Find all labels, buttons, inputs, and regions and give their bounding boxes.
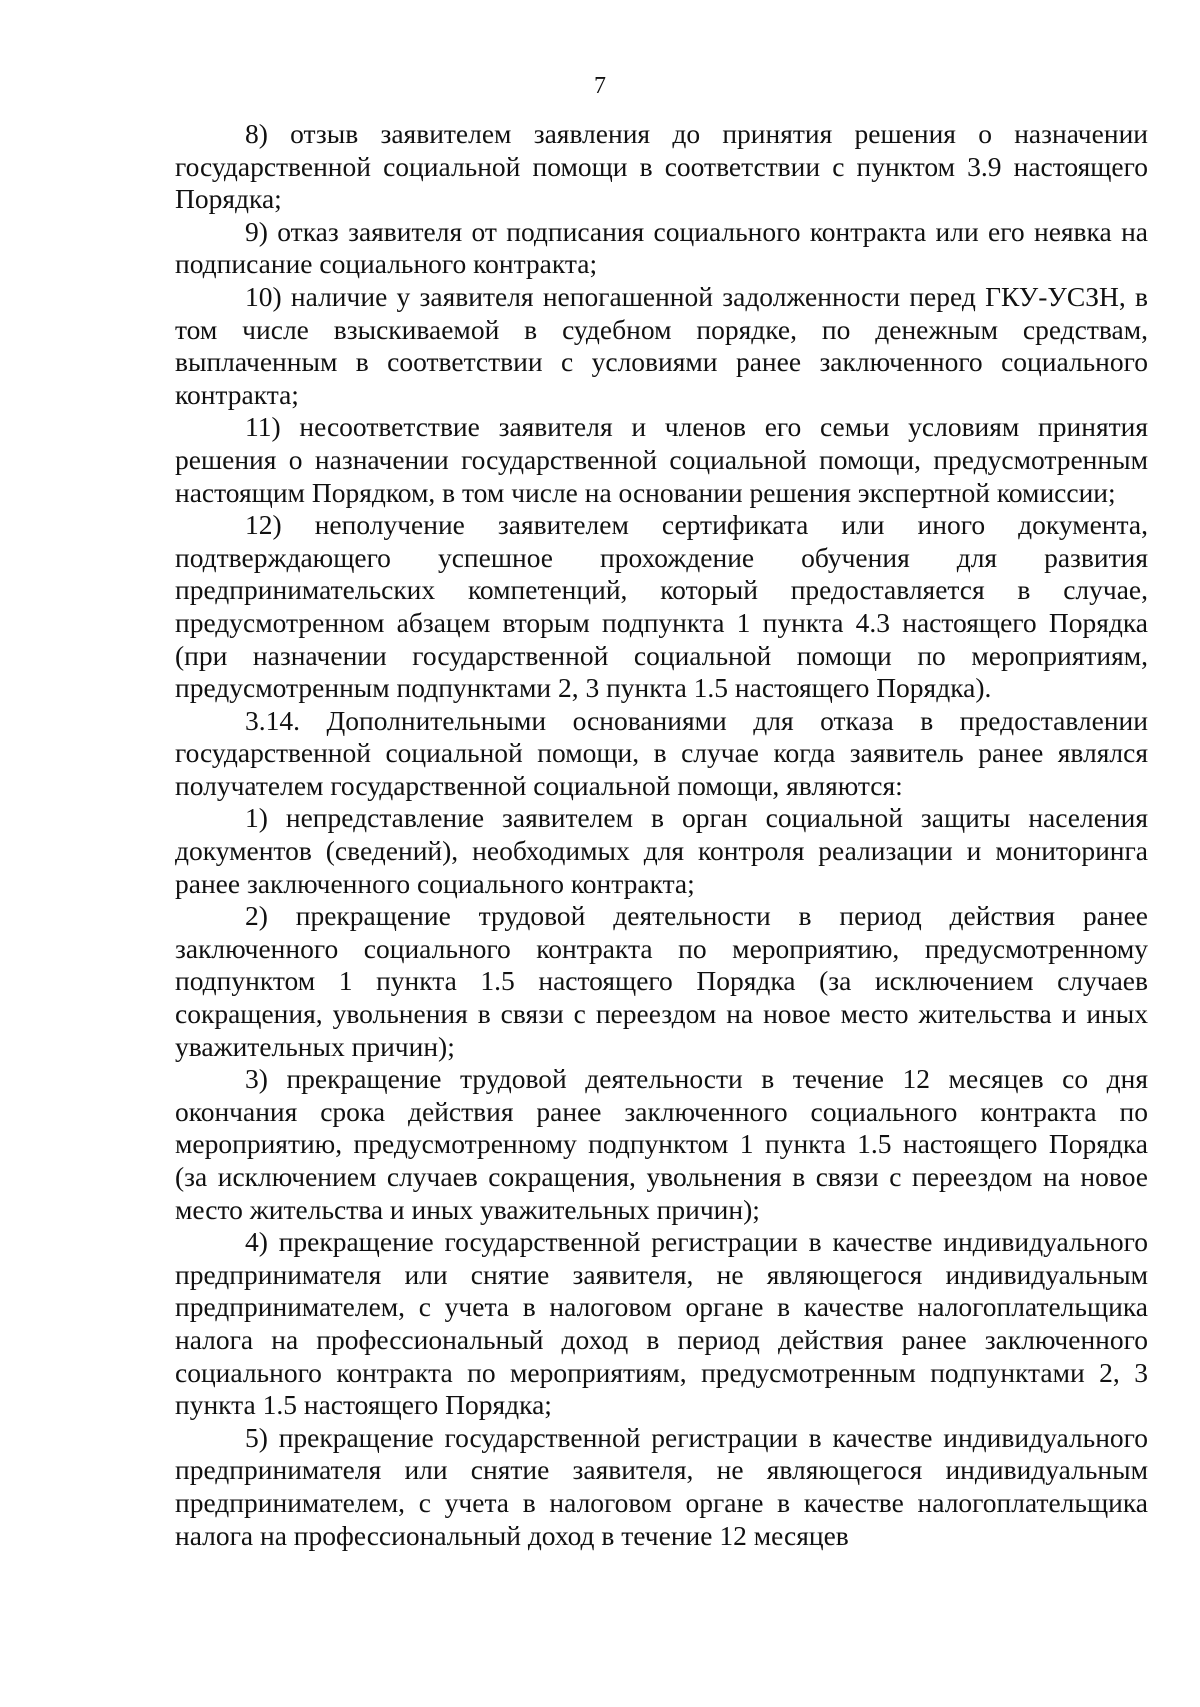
page-number: 7	[594, 73, 606, 99]
list-item-11-nonconformity: 11) несоответствие заявителя и членов его семьи условиям принятия решения о назначении государственной социальной помощи, предусмотренным настоящим Порядком, в том числе на основании решения экспертной комиссии;	[175, 411, 1148, 508]
list-item-4-registration-ended: 4) прекращение государственной регистрации в качестве индивидуального предпринимателя или снятие заявителя, не являющегося индивидуальным предпринимателем, с учета в налоговом органе в качестве налогоплательщика налога на профессиональный доход в период действия ранее заключенного социального контракта по мероприятиям, предусмотренным подпунктами 2, 3 пункта 1.5 настоящего Порядка;	[175, 1226, 1148, 1421]
list-item-8-withdrawal: 8) отзыв заявителем заявления до принятия решения о назначении государственной социальной помощи в соответствии с пунктом 3.9 настоящего Порядка;	[175, 118, 1148, 215]
list-item-5-registration-ended-12-months: 5) прекращение государственной регистрации в качестве индивидуального предпринимателя или снятие заявителя, не являющегося индивидуальным предпринимателем, с учета в налоговом органе в качестве налогоплательщика налога на профессиональный доход в течение 12 месяцев	[175, 1421, 1148, 1551]
section-3-14-paragraph: 3.14. Дополнительными основаниями для отказа в предоставлении государственной социальной помощи, в случае когда заявитель ранее являлся получателем государственной социальной помощи, являются:	[175, 704, 1148, 801]
list-item-2-employment-ended: 2) прекращение трудовой деятельности в период действия ранее заключенного социального контракта по мероприятию, предусмотренному подпунктом 1 пункта 1.5 настоящего Порядка (за исключением случаев сокращения, увольнения в связи с переездом на новое место жительства и иных уважительных причин);	[175, 900, 1148, 1062]
list-item-3-employment-ended-12-months: 3) прекращение трудовой деятельности в течение 12 месяцев со дня окончания срока действия ранее заключенного социального контракта по мероприятию, предусмотренному подпунктом 1 пункта 1.5 настоящего Порядка (за исключением случаев сокращения, увольнения в связи с переездом на новое место жительства и иных уважительных причин);	[175, 1063, 1148, 1225]
list-item-1-no-documents: 1) непредставление заявителем в орган социальной защиты населения документов (сведений), необходимых для контроля реализации и мониторинга ранее заключенного социального контракта;	[175, 802, 1148, 899]
list-item-9-refusal-to-sign: 9) отказ заявителя от подписания социального контракта или его неявка на подписание социального контракта;	[175, 215, 1148, 280]
document-body	[175, 118, 1148, 1552]
list-item-10-outstanding-debt: 10) наличие у заявителя непогашенной задолженности перед ГКУ-УСЗН, в том числе взыскиваемой в судебном порядке, по денежным средствам, выплаченным в соответствии с условиями ранее заключенного социального контракта;	[175, 280, 1148, 410]
list-item-12-no-certificate: 12) неполучение заявителем сертификата или иного документа, подтверждающего успешное прохождение обучения для развития предпринимательских компетенций, который предоставляется в случае, предусмотренном абзацем вторым подпункта 1 пункта 4.3 настоящего Порядка (при назначении государственной социальной помощи по мероприятиям, предусмотренным подпунктами 2, 3 пункта 1.5 настоящего Порядка).	[175, 509, 1148, 704]
